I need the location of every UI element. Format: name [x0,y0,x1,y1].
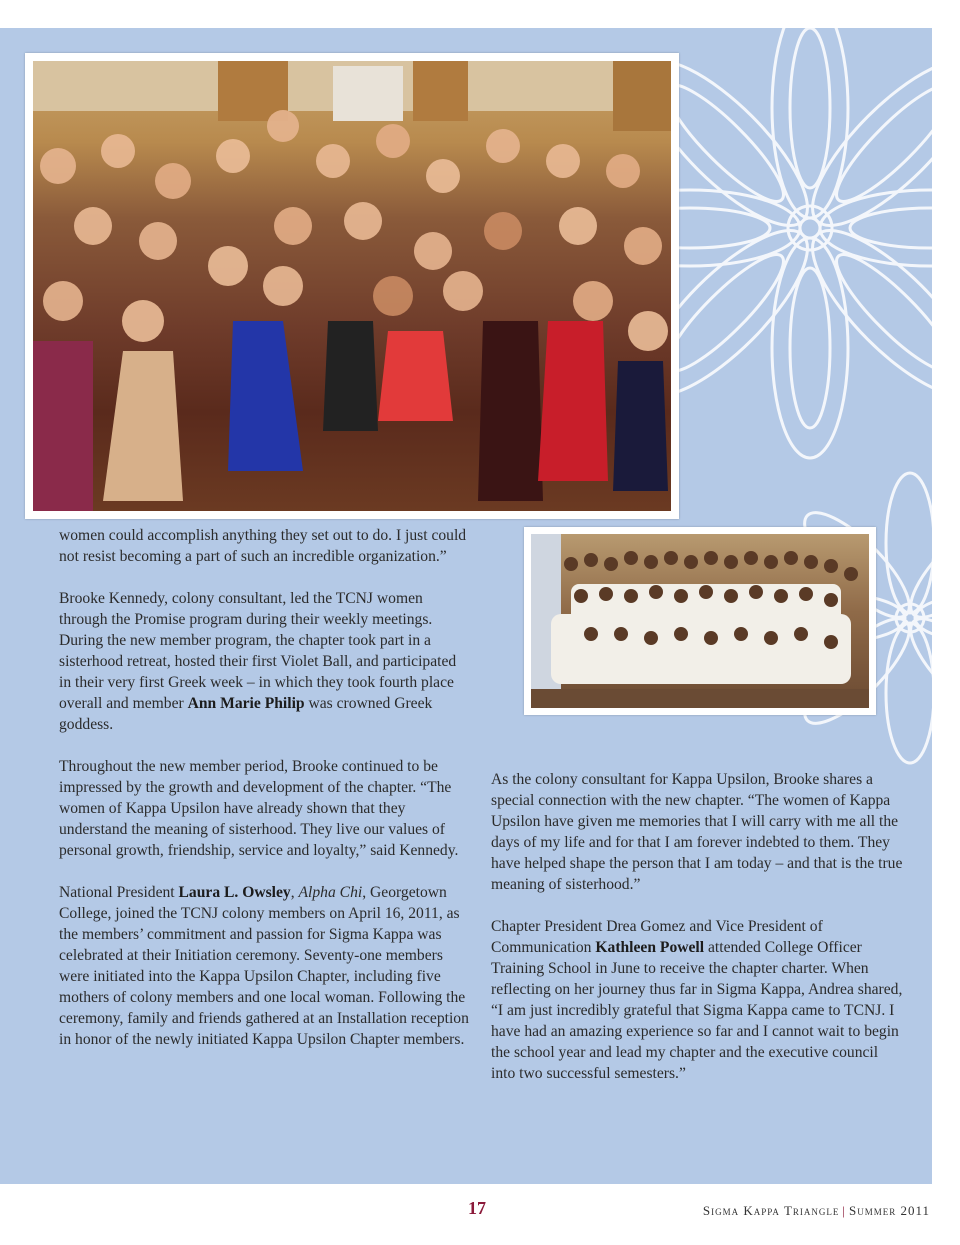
paragraph: women could accomplish anything they set out to do. I just could not resist becoming a part of such an incredible organization.” [59,527,467,565]
paragraph: Chapter President Drea Gomez and Vice President of Communication Kathleen Powell attended College Officer Training School in June to receive the chapter charter. When reflecting on her journey thus far in Sigma Kappa, Andrea shared, “I am just incredibly grateful that Sigma Kappa came to TCNJ. I have had an amazing experience so far and I cannot wait to begin the school year and lead my chapter and the executive council into two successful semesters.” [491,918,903,1082]
officer-name: Kathleen Powell [595,939,705,956]
issue-label: Summer 2011 [848,1203,930,1218]
publication-masthead [703,1203,930,1219]
page-footer [0,1184,960,1245]
paragraph: As the colony consultant for Kappa Upsilon, Brooke shares a special connection with the new chapter. “The women of Kappa Upsilon have given me memories that I will carry with me all the days of my life and for that I am forever indebted to them. They have helped shape the person that I am today – and that is the true meaning of sisterhood.” [491,771,903,893]
masthead-separator: | [842,1203,846,1218]
large-group-photo [33,61,671,511]
group-photo-formal-dresses-icon [33,61,671,511]
small-group-photo [531,534,869,708]
page-background-panel [0,28,932,1184]
member-name: Ann Marie Philip [187,695,305,712]
publication-title: Sigma Kappa Triangle [702,1203,840,1218]
paragraph: Brooke Kennedy, colony consultant, led the TCNJ women through the Promise program during their weekly meetings. During the new member program, the chapter took part in a sisterhood retreat, hosted their first Violet Ball, and participated in their very first Greek week – in which they took fourth place overall and member Ann Marie Philip was crowned Greek goddess. [59,590,457,733]
large-group-photo-frame [25,53,679,519]
president-name: Laura L. Owsley [178,884,291,901]
paragraph: National President Laura L. Owsley, Alpha Chi, Georgetown College, joined the TCNJ colony members on April 16, 2011, as the members’ commitment and passion for Sigma Kappa was celebrated at their Initiation ceremony. Seventy-one members were initiated into the Kappa Upsilon Chapter, including five mothers of colony members and one local woman. Following the ceremony, family and friends gathered at an Installation reception in honor of the newly initiated Kappa Upsilon Chapter members. [59,884,469,1048]
small-group-photo-frame [524,527,876,715]
article-column-left [59,525,471,1071]
paragraph: Throughout the new member period, Brooke continued to be impressed by the growth and development of the chapter. “The women of Kappa Upsilon have already shown that they understand the meaning of sisterhood. They live our values of personal growth, friendship, service and loyalty,” said Kennedy. [59,758,459,859]
group-photo-white-dresses-icon [531,534,869,708]
flower-decoration-icon [640,28,932,488]
page-number: 17 [468,1198,486,1218]
chapter-name: Alpha Chi [298,884,363,901]
article-column-right [491,769,903,1105]
